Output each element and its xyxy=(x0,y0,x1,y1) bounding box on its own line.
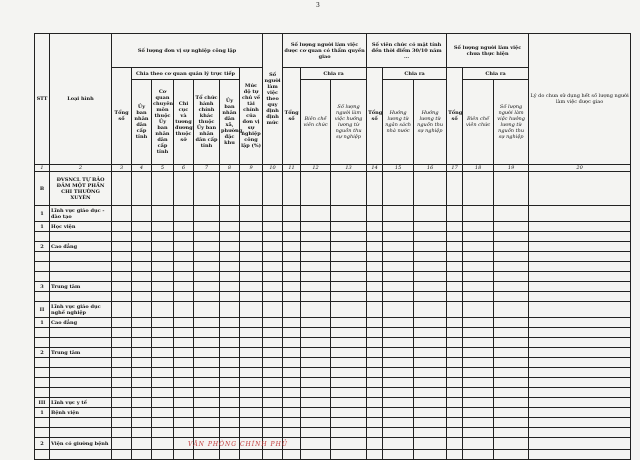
row-number: 2 xyxy=(35,242,50,252)
header-ly-do: Lý do chưa sử dụng hết số lượng người làm việc được giao xyxy=(529,34,631,165)
header-so-nguoi: Số người làm việc theo quy định định mức xyxy=(263,34,283,165)
col-num: 14 xyxy=(367,165,383,172)
table-row xyxy=(35,292,631,302)
row-label: Học viện xyxy=(50,222,112,232)
watermark-stamp: VĂN PHÒNG CHÍNH PHỦ xyxy=(188,441,288,448)
col-num: 17 xyxy=(447,165,463,172)
row-label: Lĩnh vực y tế xyxy=(50,398,112,408)
header-ubnd-tinh: Ủy ban nhân dân cấp tỉnh xyxy=(132,80,152,165)
col-num: 15 xyxy=(383,165,414,172)
table-row xyxy=(35,438,631,450)
table-row xyxy=(35,282,631,292)
col-num: 3 xyxy=(112,165,132,172)
row-label: Viện có giường bệnh xyxy=(50,438,112,450)
col-num: 4 xyxy=(132,165,152,172)
table-row xyxy=(35,232,631,242)
col-num: 6 xyxy=(174,165,194,172)
header-group-unused: Số lượng người làm việc chưa thực hiện xyxy=(447,34,529,68)
table-row xyxy=(35,368,631,378)
header-huong-nguon-thu: Hưởng lương từ nguồn thu sự nghiệp xyxy=(414,80,447,165)
col-num: 11 xyxy=(283,165,301,172)
header-group-assigned: Số lượng người làm việc được cơ quan có thẩm quyền giao xyxy=(283,34,367,68)
section-b-row xyxy=(35,172,631,206)
row-number: II xyxy=(35,302,50,318)
header-ubnd-xa: Ủy ban nhân dân xã, phường, đặc khu xyxy=(220,80,240,165)
header-huong-nsnn: Hưởng lương từ ngân sách nhà nước xyxy=(383,80,414,165)
row-label: Lĩnh vực giáo dục - đào tạo xyxy=(50,206,112,222)
row-number: 1 xyxy=(35,222,50,232)
header-chia-ra-1: Chia ra xyxy=(301,68,367,80)
row-label: Cao đẳng xyxy=(50,242,112,252)
col-num: 20 xyxy=(529,165,631,172)
table-row xyxy=(35,388,631,398)
row-number: 1 xyxy=(35,408,50,418)
row-label: Cao đẳng xyxy=(50,318,112,328)
table-row xyxy=(35,408,631,418)
header-tong-so-4: Tổng số xyxy=(447,68,463,165)
table-row xyxy=(35,428,631,438)
col-num: 2 xyxy=(50,165,112,172)
col-num: 18 xyxy=(463,165,494,172)
header-group-present: Số viên chức có mặt tính đến thời điểm 30/10 năm ... xyxy=(367,34,447,68)
header-co-quan-chuyen-mon: Cơ quan chuyên môn thuộc Ủy ban nhân dân cấp tỉnh xyxy=(152,80,174,165)
col-num: 10 xyxy=(263,165,283,172)
row-label: Trung tâm xyxy=(50,282,112,292)
row-number: 1 xyxy=(35,318,50,328)
table-row xyxy=(35,206,631,222)
col-num: 1 xyxy=(35,165,50,172)
col-num: 8 xyxy=(220,165,240,172)
row-number: 2 xyxy=(35,438,50,450)
table-row xyxy=(35,252,631,262)
table-row xyxy=(35,242,631,252)
page-number: 3 xyxy=(316,2,320,9)
header-chia-theo: Chia theo cơ quan quản lý trực tiếp xyxy=(132,68,240,80)
table-row xyxy=(35,418,631,428)
header-tong-so-2: Tổng số xyxy=(283,68,301,165)
row-label: Bệnh viện xyxy=(50,408,112,418)
table-row xyxy=(35,262,631,272)
row-number: B xyxy=(35,172,50,206)
header-bien-che-1: Biên chế viên chức xyxy=(301,80,331,165)
row-label: Trung tâm xyxy=(50,348,112,358)
table-row xyxy=(35,398,631,408)
table-row xyxy=(35,222,631,232)
header-bien-che-2: Biên chế viên chức xyxy=(463,80,494,165)
col-num: 19 xyxy=(494,165,529,172)
header-stt: STT xyxy=(35,34,50,165)
row-label: Lĩnh vực giáo dục nghề nghiệp xyxy=(50,302,112,318)
table-row xyxy=(35,302,631,318)
col-num: 5 xyxy=(152,165,174,172)
table-row xyxy=(35,328,631,338)
header-tong-so-1: Tổng số xyxy=(112,68,132,165)
table-row xyxy=(35,338,631,348)
header-chia-ra-2: Chia ra xyxy=(383,68,447,80)
header-loai-hinh: Loại hình xyxy=(50,34,112,165)
row-number: 2 xyxy=(35,348,50,358)
table-row xyxy=(35,318,631,328)
column-number-row xyxy=(35,165,631,172)
row-number: III xyxy=(35,398,50,408)
header-chi-cuc: Chi cục và tương đương thuộc sở xyxy=(174,80,194,165)
col-num: 13 xyxy=(331,165,367,172)
col-num: 7 xyxy=(194,165,220,172)
staffing-table xyxy=(34,33,631,460)
header-group-units: Số lượng đơn vị sự nghiệp công lập xyxy=(112,34,263,68)
header-chia-ra-3: Chia ra xyxy=(463,68,529,80)
header-nguon-thu-2: Số lượng người làm việc hưởng lương từ nguồn thu sự nghiệp xyxy=(494,80,529,165)
row-number: 1 xyxy=(35,206,50,222)
table-row xyxy=(35,378,631,388)
header-nguon-thu-1: Số lượng người làm việc hưởng lương từ nguồn thu sự nghiệp xyxy=(331,80,367,165)
table-row xyxy=(35,358,631,368)
table-row xyxy=(35,450,631,460)
row-number: 3 xyxy=(35,282,50,292)
col-num: 12 xyxy=(301,165,331,172)
col-num: 16 xyxy=(414,165,447,172)
header-tong-so-3: Tổng số xyxy=(367,68,383,165)
col-num: 9 xyxy=(240,165,263,172)
header-to-chuc-hanh-chinh: Tổ chức hành chính khác thuộc Ủy ban nhân dân cấp tỉnh xyxy=(194,80,220,165)
table-row xyxy=(35,272,631,282)
header-muc-do-tu-chu: Mức độ tự chủ về tài chính của đơn vị sự nghiệp công lập (%) xyxy=(240,68,263,165)
row-label: ĐVSNCL TỰ BẢO ĐẢM MỘT PHẦN CHI THƯỜNG XUYÊN xyxy=(50,172,112,206)
table-row xyxy=(35,348,631,358)
